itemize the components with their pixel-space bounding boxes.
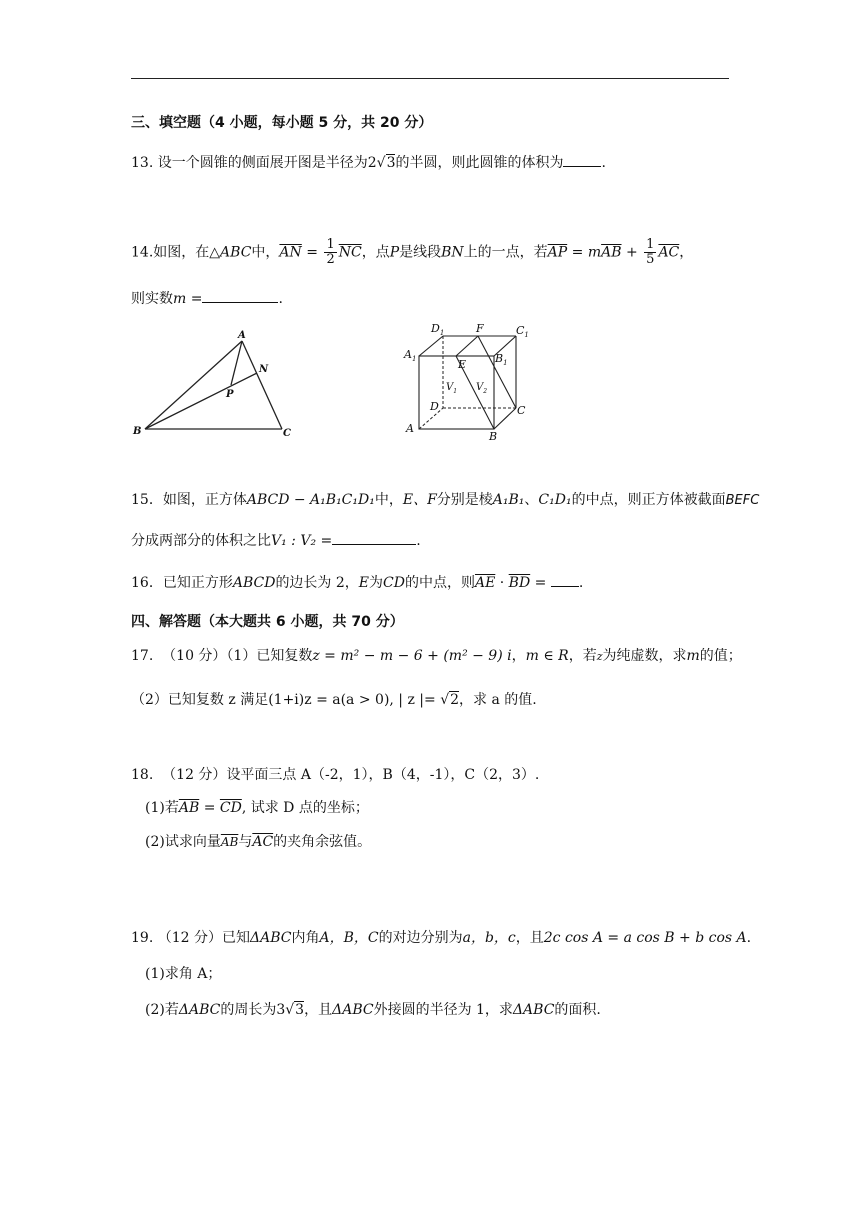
dot-product: ·	[495, 575, 509, 591]
label-v1: $V_1$	[446, 382, 458, 395]
question-text: 分别是棱	[436, 492, 493, 508]
question-text: , 试求 D 点的坐标；	[241, 800, 369, 816]
fraction	[644, 238, 656, 267]
label-p: P	[226, 389, 234, 400]
segment-bn: BN	[441, 244, 464, 261]
question-18	[131, 765, 539, 785]
label-c1: $C_1$	[516, 324, 529, 339]
question-number: 17.	[131, 648, 154, 664]
question-text: 内角	[291, 930, 320, 946]
question-text: 设平面三点 A（-2，1），B（4，-1），C（2，3）.	[226, 767, 540, 783]
angles: A，B，C	[319, 930, 379, 946]
vector-ab: $\overline{AB}$	[601, 244, 622, 261]
question-text: 如图，在△	[153, 244, 221, 261]
label-a: A	[406, 422, 414, 435]
question-score: （12 分）	[157, 930, 222, 946]
question-score: （12 分）	[162, 767, 227, 783]
question-text: 的中点，则正方体被截面	[571, 492, 726, 508]
top-rule	[131, 78, 729, 79]
edge-a1d1	[419, 336, 443, 356]
label-c: C	[517, 404, 526, 417]
numerator: 1	[326, 237, 335, 252]
equals: =	[199, 800, 220, 816]
question-text: 求角 A；	[164, 966, 222, 982]
equals: =	[530, 575, 551, 591]
label-b: B	[489, 430, 498, 442]
question-number: 16．	[131, 575, 163, 591]
label-e: E	[458, 358, 467, 371]
question-text: 则实数	[131, 291, 173, 307]
vector-ab: $\overline{AB}$	[178, 800, 200, 816]
question-13: 13. 设一个圆锥的侧面展开图是半径为2√3的半圆，则此圆锥的体积为 .	[131, 152, 606, 173]
vector-ab: $\overline{AB}$	[220, 835, 239, 849]
coef: 3	[276, 1002, 286, 1018]
part-label: (1)	[145, 966, 165, 982]
edge-ef	[456, 336, 478, 356]
question-15	[131, 490, 759, 511]
question-text: 的面积.	[554, 1002, 601, 1018]
equals: =	[186, 291, 203, 307]
var-m: m	[173, 291, 187, 307]
label-a: A	[238, 330, 246, 341]
question-text: 中，	[374, 492, 403, 508]
question-number: 13.	[131, 155, 154, 171]
point-p: P	[389, 244, 400, 261]
question-text: 已知复数	[256, 648, 313, 664]
question-text: 设一个圆锥的侧面展开图是半径为	[157, 155, 368, 171]
label-c: C	[283, 428, 291, 439]
equals: =	[301, 244, 323, 261]
question-19	[131, 928, 751, 948]
section-befc: BEFC	[725, 493, 760, 508]
cube-name: ABCD − A₁B₁C₁D₁	[246, 492, 375, 508]
separator: 、	[524, 492, 539, 508]
period: .	[278, 291, 283, 307]
section-title-solutions: 四、解答题（本大题共 6 小题，共 70 分）	[131, 614, 404, 630]
triangle-name: ABC	[220, 244, 252, 261]
part-label: （2）	[131, 692, 168, 708]
question-number: 15．	[131, 492, 163, 508]
question-19-part2: (2)若ΔABC的周长为3√3，且ΔABC外接圆的半径为 1，求ΔABC的面积.	[145, 1002, 601, 1018]
question-text: ，若	[568, 648, 597, 664]
question-text: 若	[164, 1002, 179, 1018]
triangle-name: ΔABC	[332, 1002, 374, 1018]
question-text: 上的一点，若	[463, 244, 548, 261]
fraction	[324, 238, 336, 267]
edge-ba	[145, 341, 242, 429]
domain-m: m ∈ R	[525, 648, 569, 664]
question-text: 已知	[221, 930, 250, 946]
triangle-figure	[130, 325, 300, 440]
question-17	[131, 646, 742, 667]
question-15-line2	[131, 530, 421, 551]
answer-blank	[202, 288, 278, 303]
part-label: (1)	[145, 800, 165, 816]
label-v2: $V_2$	[476, 382, 488, 395]
question-text: 已知复数 z 满足	[167, 692, 269, 708]
cube-figure	[398, 320, 538, 442]
point-e: E	[358, 575, 370, 591]
question-text: 的半圆，则此圆锥的体积为	[395, 155, 564, 171]
question-18-part2	[145, 832, 371, 852]
part-label: (2)	[145, 1002, 165, 1018]
edge-bc	[494, 408, 516, 429]
plus: +	[621, 244, 643, 261]
question-19-part1	[145, 964, 221, 984]
question-text: 的边长为 2，	[275, 575, 359, 591]
edge-c1d1: C₁D₁	[538, 492, 572, 508]
question-text: 是线段	[399, 244, 442, 261]
question-text: 的对边分别为	[378, 930, 463, 946]
label-f: F	[476, 322, 484, 335]
question-text: ，求 a 的值.	[459, 692, 537, 708]
edge-fc	[478, 336, 516, 408]
question-number: 14.	[131, 244, 154, 261]
question-text: 中，	[251, 244, 280, 261]
question-text: 为纯虚数，求	[602, 648, 687, 664]
label-n: N	[259, 364, 269, 375]
question-text: 外接圆的半径为 1，求	[373, 1002, 513, 1018]
radicand: 2	[450, 692, 460, 708]
question-text: 若	[164, 800, 179, 816]
equals: =	[567, 244, 588, 261]
question-18-part1	[145, 798, 369, 818]
segment-bn	[145, 373, 257, 429]
equation: 2c cos A = a cos B + b cos A	[543, 930, 747, 946]
question-number: 19.	[131, 930, 154, 946]
question-text: 为	[369, 575, 384, 591]
answer-blank	[332, 530, 416, 545]
vector-ap: $\overline{AP}$	[547, 244, 568, 261]
square-name: ABCD	[232, 575, 276, 591]
question-text: 的夹角余弦值。	[273, 834, 372, 850]
vector-bd: $\overline{BD}$	[508, 575, 531, 591]
period: .	[578, 575, 584, 591]
question-text: 的中点，则	[404, 575, 475, 591]
denominator: 2	[326, 252, 335, 267]
answer-blank	[551, 572, 579, 587]
triangle-name: ΔABC	[249, 930, 292, 946]
vector-ac: $\overline{AC}$	[658, 244, 680, 261]
label-b1: $B_1$	[495, 352, 508, 367]
label-d: D	[430, 400, 439, 413]
period: .	[746, 930, 752, 946]
question-text: 试求向量	[164, 834, 221, 850]
vector-cd: $\overline{CD}$	[219, 800, 242, 816]
vector-nc: $\overline{NC}$	[338, 244, 362, 261]
question-text: ，点	[361, 244, 390, 261]
question-text: ，且	[304, 1002, 333, 1018]
complex-expression: z = m² − m − 6 + (m² − 9) i	[312, 648, 512, 664]
points-ef: E、F	[402, 492, 437, 508]
question-text: 与	[238, 834, 253, 850]
vector-ac: $\overline{AC}$	[252, 834, 274, 850]
triangle-name: ΔABC	[512, 1002, 555, 1018]
sides: a，b，c	[462, 930, 516, 946]
question-score: （10 分）	[162, 648, 227, 664]
numerator: 1	[646, 237, 655, 252]
denominator: 5	[646, 252, 655, 267]
var-z: z	[596, 650, 603, 663]
question-text: 已知正方形	[162, 575, 233, 591]
part-label: （1）	[226, 648, 257, 664]
vector-an: $\overline{AN}$	[279, 244, 302, 261]
part-label: (2)	[145, 834, 165, 850]
question-14	[131, 238, 693, 267]
volume-ratio: V₁ : V₂ =	[271, 533, 333, 549]
question-number: 18.	[131, 767, 154, 783]
question-16	[131, 572, 583, 593]
question-17-part2: （2）已知复数 z 满足(1+i)z = a(a > 0), | z |= √2，求 a 的值.	[131, 692, 537, 708]
comma: ，	[679, 244, 694, 261]
question-text: 的周长为	[220, 1002, 277, 1018]
question-14-line2	[131, 288, 283, 309]
question-text: 如图，正方体	[162, 492, 247, 508]
var-m: m	[587, 244, 602, 261]
var-m: m	[686, 648, 700, 664]
label-d1: $D_1$	[431, 322, 445, 337]
question-text: 的值；	[699, 648, 742, 664]
segment-cd: CD	[383, 575, 405, 591]
period: .	[416, 533, 421, 549]
answer-blank	[563, 152, 601, 167]
radicand: 3	[295, 1002, 305, 1018]
edge-a1b1: A₁B₁	[492, 492, 525, 508]
period: .	[601, 155, 606, 171]
radius-coef: 2	[367, 155, 377, 171]
section-title-fill-in: 三、填空题（4 小题，每小题 5 分，共 20 分）	[131, 115, 433, 131]
question-text: ，且	[515, 930, 544, 946]
label-b: B	[133, 426, 142, 437]
segment-ap	[231, 341, 242, 385]
triangle-name: ΔABC	[178, 1002, 221, 1018]
question-text: 分成两部分的体积之比	[131, 533, 271, 549]
vector-ae: $\overline{AE}$	[474, 575, 496, 591]
label-a1: $A_1$	[404, 348, 417, 363]
equation: (1+i)z = a(a > 0), | z |=	[268, 692, 441, 708]
question-text: ，	[511, 648, 526, 664]
radius-radicand: 3	[386, 155, 396, 171]
edge-ac	[242, 341, 282, 429]
